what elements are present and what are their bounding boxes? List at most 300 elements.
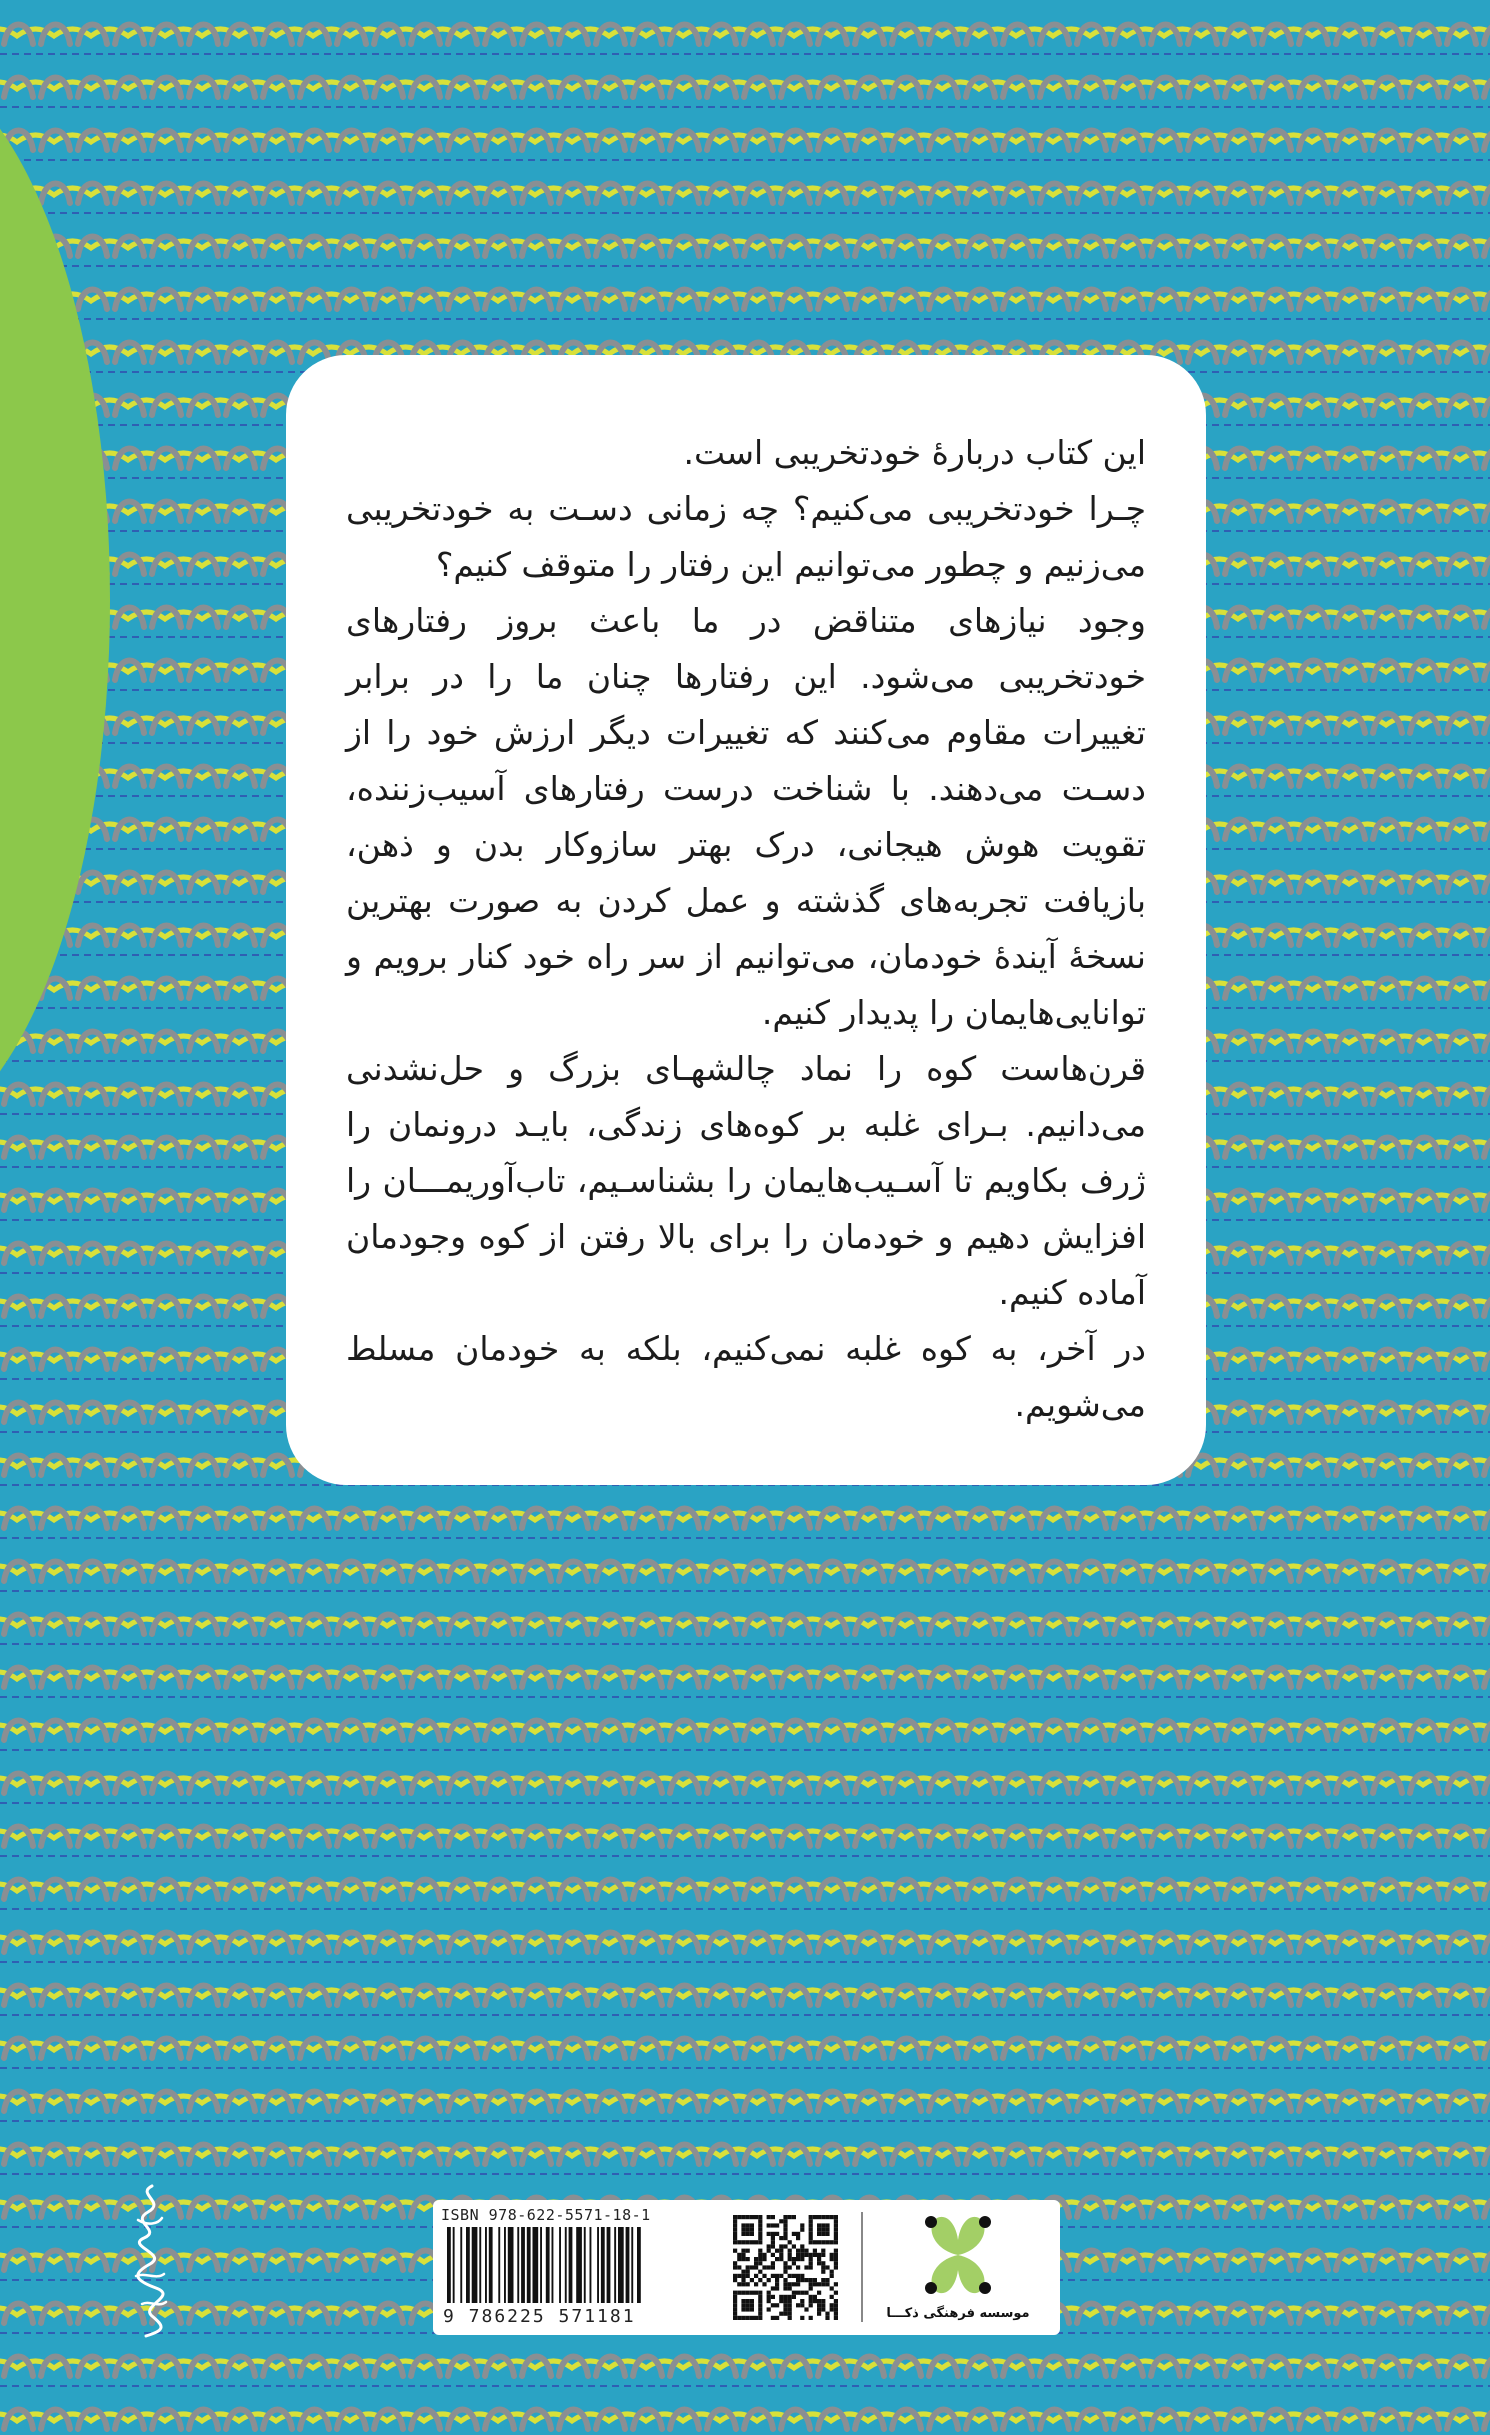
qr-module (788, 2282, 792, 2286)
qr-module (775, 2249, 779, 2253)
qr-module (788, 2303, 792, 2307)
qr-module (771, 2253, 775, 2257)
qr-module (788, 2316, 792, 2320)
qr-module (783, 2295, 787, 2299)
qr-module (741, 2299, 745, 2303)
qr-module (800, 2257, 804, 2261)
qr-module (809, 2299, 813, 2303)
qr-module (830, 2274, 834, 2278)
qr-module (821, 2240, 825, 2244)
qr-module (813, 2282, 817, 2286)
qr-module (788, 2299, 792, 2303)
qr-module (733, 2312, 737, 2316)
qr-module (792, 2274, 796, 2278)
qr-module (758, 2307, 762, 2311)
qr-module (767, 2295, 771, 2299)
qr-module (746, 2223, 750, 2227)
qr-module (834, 2228, 838, 2232)
qr-module (758, 2257, 762, 2261)
qr-module (750, 2215, 754, 2219)
qr-module (792, 2282, 796, 2286)
qr-module (792, 2244, 796, 2248)
qr-module (758, 2249, 762, 2253)
qr-module (775, 2282, 779, 2286)
qr-module (750, 2307, 754, 2311)
qr-module (741, 2215, 745, 2219)
qr-module (771, 2295, 775, 2299)
qr-module (779, 2274, 783, 2278)
qr-module (809, 2303, 813, 2307)
barcode-bar (460, 2227, 462, 2303)
qr-module (809, 2232, 813, 2236)
barcode-icon (443, 2227, 713, 2303)
qr-module (779, 2249, 783, 2253)
qr-module (746, 2274, 750, 2278)
qr-module (796, 2253, 800, 2257)
qr-module (762, 2265, 766, 2269)
qr-module (813, 2249, 817, 2253)
qr-module (800, 2244, 804, 2248)
barcode-bar (508, 2227, 514, 2303)
qr-module (821, 2307, 825, 2311)
qr-module (834, 2282, 838, 2286)
qr-module (817, 2257, 821, 2261)
qr-module (746, 2265, 750, 2269)
qr-module (767, 2278, 771, 2282)
qr-module (758, 2270, 762, 2274)
qr-module (746, 2257, 750, 2261)
qr-module (746, 2303, 750, 2307)
qr-module (821, 2232, 825, 2236)
barcode-bar (565, 2227, 567, 2303)
qr-module (746, 2215, 750, 2219)
qr-module (779, 2299, 783, 2303)
qr-module (754, 2265, 758, 2269)
qr-module (767, 2244, 771, 2248)
qr-module (779, 2257, 783, 2261)
qr-module (817, 2223, 821, 2227)
qr-module (817, 2228, 821, 2232)
barcode-bar (584, 2227, 586, 2303)
qr-module (758, 2303, 762, 2307)
qr-module (771, 2215, 775, 2219)
qr-module (750, 2278, 754, 2282)
qr-module (800, 2278, 804, 2282)
qr-module (775, 2232, 779, 2236)
qr-module (758, 2291, 762, 2295)
qr-module (783, 2223, 787, 2227)
qr-module (821, 2270, 825, 2274)
qr-module (834, 2265, 838, 2269)
qr-module (834, 2236, 838, 2240)
qr-module (825, 2282, 829, 2286)
barcode-bar (466, 2227, 470, 2303)
qr-module (830, 2295, 834, 2299)
qr-module (796, 2232, 800, 2236)
qr-module (817, 2291, 821, 2295)
qr-module (758, 2278, 762, 2282)
qr-module (825, 2265, 829, 2269)
qr-module (750, 2223, 754, 2227)
qr-module (800, 2316, 804, 2320)
qr-module (733, 2295, 737, 2299)
qr-module (788, 2307, 792, 2311)
qr-module (741, 2228, 745, 2232)
qr-module (733, 2303, 737, 2307)
qr-module (783, 2312, 787, 2316)
qr-module (821, 2261, 825, 2265)
qr-module (741, 2291, 745, 2295)
qr-module (817, 2282, 821, 2286)
four-leaf-flower-logo-icon (903, 2210, 1013, 2300)
qr-module (796, 2257, 800, 2261)
qr-module (754, 2261, 758, 2265)
qr-module (737, 2282, 741, 2286)
qr-module (809, 2286, 813, 2290)
qr-module (767, 2223, 771, 2227)
qr-module (758, 2253, 762, 2257)
qr-module (741, 2232, 745, 2236)
qr-module (758, 2295, 762, 2299)
qr-module (741, 2316, 745, 2320)
qr-module (796, 2274, 800, 2278)
qr-module (792, 2257, 796, 2261)
qr-module (813, 2278, 817, 2282)
qr-module (817, 2307, 821, 2311)
qr-module (754, 2316, 758, 2320)
qr-module (754, 2291, 758, 2295)
handwritten-signature-icon (122, 2180, 178, 2340)
qr-module (783, 2232, 787, 2236)
qr-module (821, 2303, 825, 2307)
qr-module (771, 2274, 775, 2278)
qr-module (733, 2249, 737, 2253)
qr-module (733, 2316, 737, 2320)
isbn-label: ISBN 978-622-5571-18-1 (441, 2206, 651, 2224)
qr-module (834, 2253, 838, 2257)
qr-module (834, 2215, 838, 2219)
qr-module (792, 2295, 796, 2299)
qr-module (800, 2303, 804, 2307)
qr-module (762, 2282, 766, 2286)
barcode-bar (601, 2227, 605, 2303)
qr-module (830, 2257, 834, 2261)
qr-module (754, 2240, 758, 2244)
qr-module (733, 2265, 737, 2269)
barcode-panel (433, 2200, 1060, 2335)
qr-module (817, 2261, 821, 2265)
barcode-bar (607, 2227, 611, 2303)
barcode-bar (540, 2227, 542, 2303)
qr-module (825, 2312, 829, 2316)
qr-module (741, 2223, 745, 2227)
qr-module (788, 2257, 792, 2261)
qr-module (821, 2223, 825, 2227)
qr-module (830, 2303, 834, 2307)
qr-module (758, 2261, 762, 2265)
qr-module (783, 2228, 787, 2232)
qr-module (758, 2316, 762, 2320)
qr-module (733, 2215, 737, 2219)
barcode-bar (453, 2227, 455, 2303)
qr-module (771, 2261, 775, 2265)
qr-module (813, 2215, 817, 2219)
qr-module (758, 2299, 762, 2303)
barcode-bar (472, 2227, 478, 2303)
qr-module (775, 2274, 779, 2278)
qr-module (796, 2278, 800, 2282)
qr-module (767, 2307, 771, 2311)
qr-module (809, 2228, 813, 2232)
qr-module (834, 2299, 838, 2303)
qr-module (783, 2215, 787, 2219)
qr-module (788, 2215, 792, 2219)
qr-module (771, 2232, 775, 2236)
barcode-bar (479, 2227, 481, 2303)
qr-module (762, 2253, 766, 2257)
qr-module (767, 2249, 771, 2253)
qr-module (767, 2265, 771, 2269)
blurb-card (286, 355, 1206, 1485)
qr-module (817, 2215, 821, 2219)
qr-module (754, 2215, 758, 2219)
qr-module (783, 2236, 787, 2240)
barcode-bar (546, 2227, 550, 2303)
barcode-bar (559, 2227, 561, 2303)
barcode-bar (631, 2227, 633, 2303)
qr-module (809, 2295, 813, 2299)
qr-module (800, 2253, 804, 2257)
qr-module (817, 2232, 821, 2236)
barcode-bar (614, 2227, 616, 2303)
qr-module (788, 2240, 792, 2244)
barcode-bar (517, 2227, 519, 2303)
barcode-bar (637, 2227, 641, 2303)
qr-module (821, 2265, 825, 2269)
qr-module (830, 2240, 834, 2244)
qr-module (788, 2249, 792, 2253)
qr-module (821, 2299, 825, 2303)
qr-module (830, 2215, 834, 2219)
qr-module (750, 2316, 754, 2320)
qr-module (733, 2307, 737, 2311)
qr-module (796, 2236, 800, 2240)
qr-module (733, 2274, 737, 2278)
qr-module (792, 2215, 796, 2219)
blurb-paragraph: این کتاب دربارهٔ خودتخریبی است. (683, 433, 1146, 472)
qr-module (834, 2223, 838, 2227)
qr-module (733, 2261, 737, 2265)
qr-module (788, 2295, 792, 2299)
barcode-bar (533, 2227, 539, 2303)
blurb-paragraph: چـرا خودتخریبی می‌کنیم؟ چه زمانی دسـت به خودتخریبی می‌زنیم و چطور می‌توانیم این رفتار را متوقف کنیم؟ (346, 489, 1146, 584)
qr-module (775, 2257, 779, 2261)
qr-module (821, 2228, 825, 2232)
qr-module (754, 2257, 758, 2261)
qr-module (825, 2240, 829, 2244)
barcode-bar (618, 2227, 624, 2303)
blurb-paragraph: قرن‌هاست کوه را نماد چالشهـای بزرگ و حل‌نشدنی می‌دانیم. بـرای غلبه بر کوه‌های زندگی، بایـد درونمان را ژرف بکاویم تا آسـیب‌هایمان را بشناسـیم، تاب‌آوریمـــان را افزایش دهیم و خودمان را برای بالا رفتن از کوه وجودمان آماده کنیم. (346, 1049, 1146, 1312)
qr-module (733, 2236, 737, 2240)
qr-module (758, 2312, 762, 2316)
qr-module (771, 2316, 775, 2320)
qr-module (746, 2316, 750, 2320)
qr-module (825, 2232, 829, 2236)
qr-module (762, 2257, 766, 2261)
qr-module (767, 2215, 771, 2219)
qr-module (775, 2286, 779, 2290)
qr-module (804, 2253, 808, 2257)
qr-module (809, 2261, 813, 2265)
qr-module (737, 2257, 741, 2261)
qr-module (834, 2307, 838, 2311)
qr-module (758, 2215, 762, 2219)
qr-module (733, 2299, 737, 2303)
qr-module (783, 2307, 787, 2311)
qr-module (809, 2215, 813, 2219)
qr-module (817, 2312, 821, 2316)
qr-module (788, 2265, 792, 2269)
qr-module (796, 2265, 800, 2269)
qr-module (741, 2253, 745, 2257)
qr-module (834, 2232, 838, 2236)
qr-module (783, 2299, 787, 2303)
qr-module (746, 2232, 750, 2236)
qr-module (800, 2291, 804, 2295)
barcode-bar (527, 2227, 531, 2303)
qr-module (821, 2249, 825, 2253)
qr-module (741, 2240, 745, 2244)
qr-module (809, 2278, 813, 2282)
qr-module (809, 2219, 813, 2223)
qr-module (750, 2303, 754, 2307)
divider (861, 2212, 863, 2322)
qr-module (746, 2270, 750, 2274)
qr-module (754, 2274, 758, 2278)
qr-module (809, 2253, 813, 2257)
qr-module (788, 2286, 792, 2290)
qr-module (733, 2291, 737, 2295)
qr-module (733, 2219, 737, 2223)
qr-module (733, 2228, 737, 2232)
qr-module (737, 2291, 741, 2295)
barcode-bar (504, 2227, 506, 2303)
qr-module (813, 2240, 817, 2244)
qr-module (758, 2228, 762, 2232)
qr-module (775, 2316, 779, 2320)
qr-module (825, 2228, 829, 2232)
qr-module (804, 2249, 808, 2253)
qr-module (754, 2282, 758, 2286)
qr-module (825, 2215, 829, 2219)
barcode-digits: 9 786225 571181 (443, 2306, 636, 2327)
barcode-bar (485, 2227, 487, 2303)
qr-module (758, 2219, 762, 2223)
barcode-bar (576, 2227, 582, 2303)
qr-module (830, 2307, 834, 2311)
qr-module (741, 2249, 745, 2253)
qr-module (758, 2232, 762, 2236)
qr-module (746, 2240, 750, 2244)
qr-module (750, 2240, 754, 2244)
qr-module (746, 2291, 750, 2295)
qr-module (804, 2278, 808, 2282)
qr-module (830, 2253, 834, 2257)
qr-module (788, 2274, 792, 2278)
qr-module (750, 2299, 754, 2303)
qr-module (779, 2295, 783, 2299)
qr-module (737, 2274, 741, 2278)
qr-module (800, 2299, 804, 2303)
qr-module (758, 2236, 762, 2240)
qr-module (767, 2232, 771, 2236)
qr-module (771, 2265, 775, 2269)
qr-module (834, 2316, 838, 2320)
qr-module (800, 2228, 804, 2232)
qr-module (767, 2299, 771, 2303)
qr-module (783, 2282, 787, 2286)
qr-module (779, 2236, 783, 2240)
barcode-bar (447, 2227, 451, 2303)
qr-module (783, 2270, 787, 2274)
qr-module (821, 2278, 825, 2282)
barcode-bar (590, 2227, 592, 2303)
qr-module (800, 2274, 804, 2278)
qr-module (750, 2265, 754, 2269)
qr-module (737, 2265, 741, 2269)
qr-module (775, 2303, 779, 2307)
qr-module (775, 2278, 779, 2282)
qr-module (767, 2291, 771, 2295)
qr-module (796, 2291, 800, 2295)
qr-module (737, 2253, 741, 2257)
qr-module (771, 2240, 775, 2244)
barcode-bar (498, 2227, 500, 2303)
qr-module (804, 2291, 808, 2295)
qr-module (783, 2286, 787, 2290)
qr-module (834, 2257, 838, 2261)
qr-code-icon (733, 2215, 838, 2320)
qr-module (825, 2316, 829, 2320)
qr-module (834, 2261, 838, 2265)
qr-module (771, 2223, 775, 2227)
qr-module (834, 2249, 838, 2253)
qr-module (741, 2282, 745, 2286)
qr-module (771, 2244, 775, 2248)
qr-module (737, 2316, 741, 2320)
barcode-bar (521, 2227, 525, 2303)
qr-module (834, 2303, 838, 2307)
qr-module (821, 2253, 825, 2257)
barcode-bar (552, 2227, 554, 2303)
qr-module (746, 2228, 750, 2232)
qr-module (762, 2274, 766, 2278)
qr-module (741, 2278, 745, 2282)
qr-module (741, 2303, 745, 2307)
qr-module (817, 2253, 821, 2257)
qr-module (741, 2307, 745, 2311)
qr-module (809, 2282, 813, 2286)
qr-module (809, 2236, 813, 2240)
qr-module (821, 2215, 825, 2219)
qr-module (733, 2278, 737, 2282)
qr-module (737, 2240, 741, 2244)
qr-module (796, 2282, 800, 2286)
qr-module (825, 2278, 829, 2282)
qr-module (779, 2312, 783, 2316)
qr-module (796, 2303, 800, 2307)
qr-module (750, 2232, 754, 2236)
